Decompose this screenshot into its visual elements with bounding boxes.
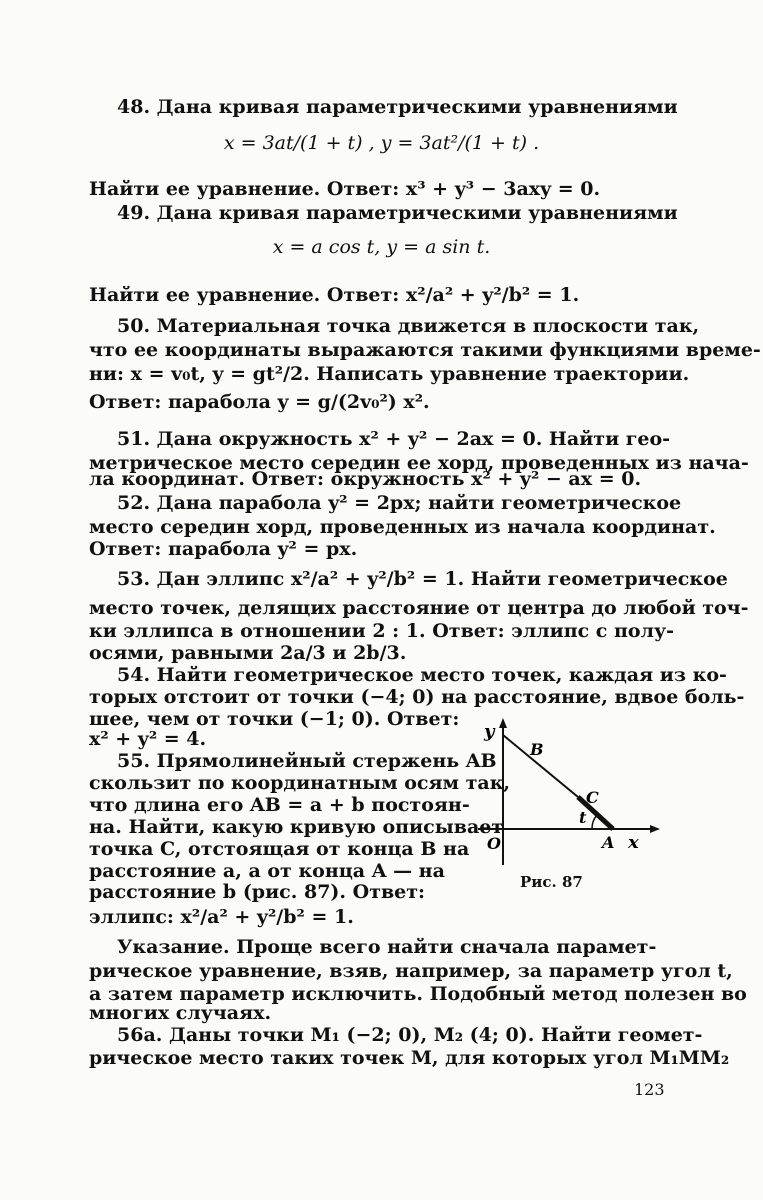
problem-50-line3: ни: x = v₀t, y = gt²/2. Написать уравнение траектории. (89, 363, 690, 385)
problem-51-line3: ла координат. Ответ: окружность x² + y² − ax = 0. (89, 468, 642, 490)
problem-52-line2: место середин хорд, проведенных из начала координат. (89, 516, 716, 538)
point-c-label: C (586, 788, 599, 807)
problem-53-line3: ки эллипса в отношении 2 : 1. Ответ: эллипс с полу- (89, 620, 675, 642)
problem-50-line1: 50. Материальная точка движется в плоскости так, (117, 315, 700, 337)
angle-arc (592, 815, 597, 829)
problem-56a-line1: 56а. Даны точки M₁ (−2; 0), M₂ (4; 0). Найти геомет- (117, 1024, 703, 1046)
problem-48-intro: 48. Дана кривая параметрическими уравнениями (117, 96, 678, 118)
hint-line1: Указание. Проще всего найти сначала парамет- (117, 936, 657, 958)
problem-55-answer: эллипс: x²/a² + y²/b² = 1. (89, 906, 354, 928)
x-axis-arrow (650, 825, 660, 833)
angle-t-label: t (579, 808, 587, 827)
point-a-label: A (602, 833, 615, 852)
problem-55-line7: расстояние b (рис. 87). Ответ: (89, 881, 426, 903)
problem-53-line2: место точек, делящих расстояние от центра до любой точ- (89, 597, 749, 619)
problem-48-equations: x = 3at/(1 + t) , y = 3at²/(1 + t) . (223, 132, 540, 154)
problem-55-line6: расстояние a, а от конца A — на (89, 860, 445, 882)
y-axis-arrow (499, 718, 507, 728)
problem-50-line2: что ее координаты выражаются такими функциями време- (89, 339, 761, 361)
problem-52-answer: Ответ: парабола y² = px. (89, 538, 358, 560)
problem-54-line4: x² + y² = 4. (89, 728, 207, 750)
problem-52-line1: 52. Дана парабола y² = 2px; найти геометрическое (117, 492, 682, 514)
problem-56a-line2: рическое место таких точек M, для которых угол M₁MM₂ (89, 1047, 730, 1069)
x-axis-label: x (628, 832, 639, 853)
hint-line2: рическое уравнение, взяв, например, за параметр угол t, (89, 960, 733, 982)
figure-caption: Рис. 87 (520, 873, 583, 891)
problem-54-line2: торых отстоит от точки (−4; 0) на расстояние, вдвое боль- (89, 686, 745, 708)
problem-49-answer: Найти ее уравнение. Ответ: x²/a² + y²/b² = 1. (89, 284, 580, 306)
problem-53-line4: осями, равными 2a/3 и 2b/3. (89, 642, 407, 664)
hint-line4: многих случаях. (89, 1002, 272, 1024)
problem-55-line3: что длина его AB = a + b постоян- (89, 794, 470, 816)
problem-53-line1: 53. Дан эллипс x²/a² + y²/b² = 1. Найти геометрическое (117, 568, 728, 590)
problem-50-answer: Ответ: парабола y = g/(2v₀²) x². (89, 391, 430, 413)
problem-55-line2: скользит по координатным осям так, (89, 772, 511, 794)
problem-48-answer: Найти ее уравнение. Ответ: x³ + y³ − 3axy = 0. (89, 178, 601, 200)
problem-55-line1: 55. Прямолинейный стержень AB (117, 750, 497, 772)
hint-line3: а затем параметр исключить. Подобный метод полезен во (89, 983, 747, 1005)
page-number: 123 (634, 1080, 665, 1099)
problem-49-intro: 49. Дана кривая параметрическими уравнениями (117, 202, 678, 224)
y-axis-label: y (484, 721, 495, 742)
problem-54-line3: шее, чем от точки (−1; 0). Ответ: (89, 708, 460, 730)
point-b-label: B (530, 740, 544, 759)
problem-51-line2: метрическое место середин ее хорд, проведенных из нача- (89, 452, 749, 474)
problem-54-line1: 54. Найти геометрическое место точек, каждая из ко- (117, 664, 727, 686)
problem-51-line1: 51. Дана окружность x² + y² − 2ax = 0. Найти гео- (117, 428, 671, 450)
problem-55-line4: на. Найти, какую кривую описывает (89, 816, 504, 838)
problem-55-line5: точка C, отстоящая от конца B на (89, 838, 470, 860)
figure-87 (470, 715, 670, 875)
origin-label: O (487, 834, 501, 853)
problem-49-equations: x = a cos t, y = a sin t. (272, 236, 491, 258)
